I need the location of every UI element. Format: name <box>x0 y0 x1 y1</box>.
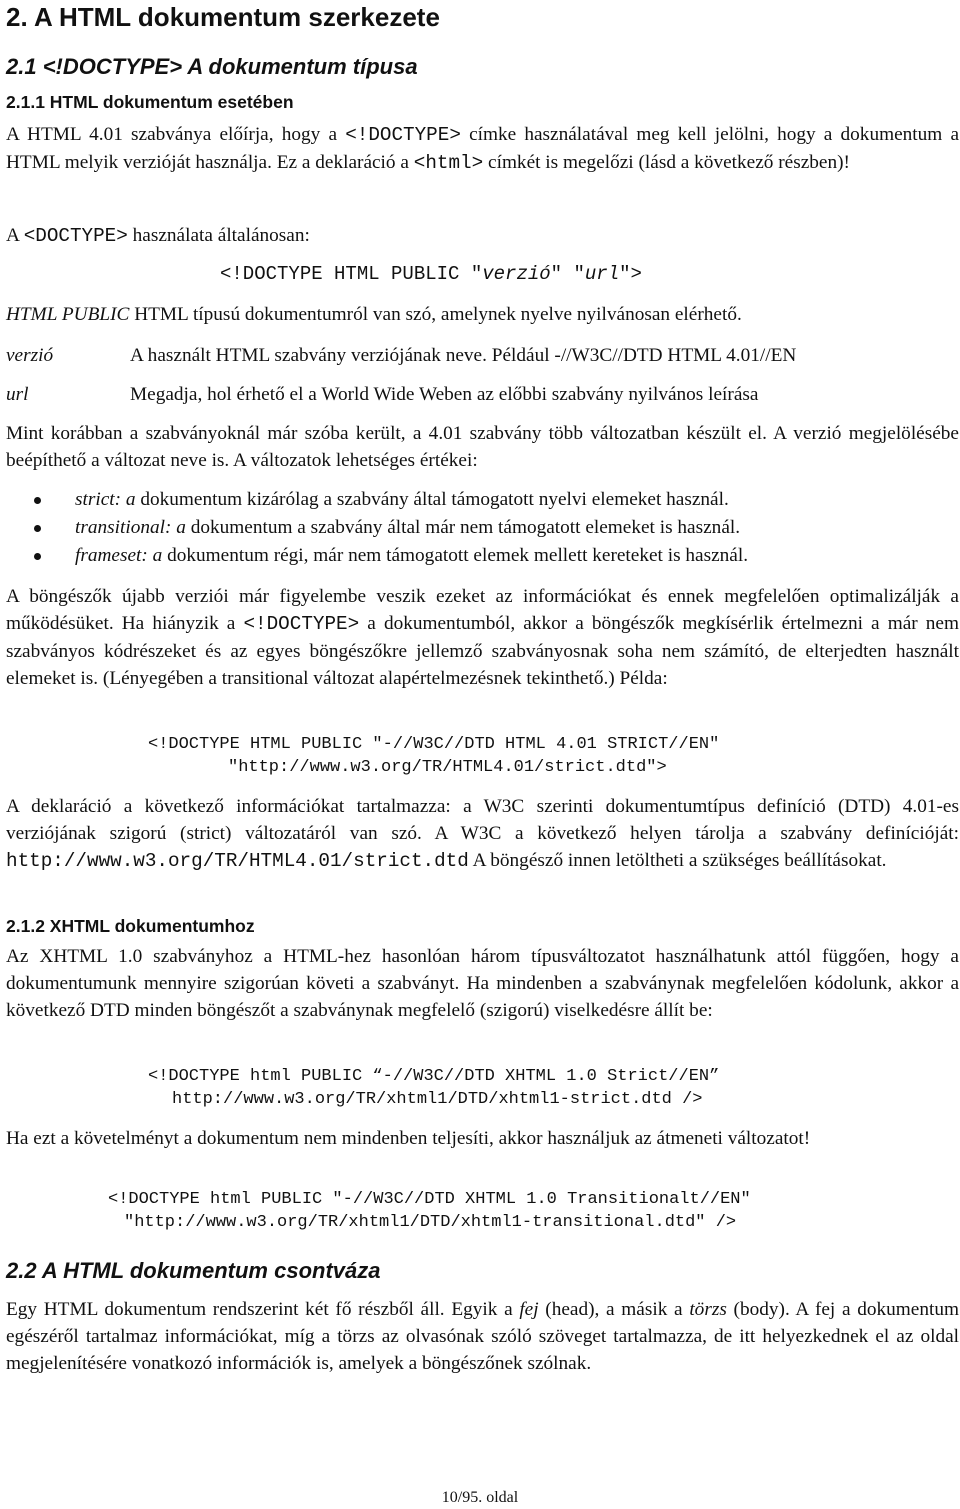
list-item-desc: dokumentum régi, már nem támogatott elemek mellett kereteket is használ. <box>162 545 749 566</box>
skeleton-torzs: törzs <box>689 1299 727 1320</box>
code-line: <!DOCTYPE html PUBLIC “-//W3C//DTD XHTML 1.0 Strict//EN” <box>148 1067 720 1086</box>
syntax-quote-1: ″ <box>470 263 483 285</box>
list-item-term: strict: a <box>75 489 136 510</box>
usage-text-c: használata általánosan: <box>127 225 310 246</box>
def-verzio-desc: A használt HTML szabvány verziójának neve. Például -//W3C//DTD HTML 4.01//EN <box>130 345 797 366</box>
heading-section-2-1-1: 2.1.1 HTML dokumentum esetében <box>6 92 294 112</box>
versions-list <box>0 486 960 576</box>
intro-paragraph <box>6 121 959 177</box>
xhtml-paragraph: Az XHTML 1.0 szabványhoz a HTML-hez hasonlóan három típusváltozatot használhatunk attól függően, hogy a dokumentumunk mennyire szigorúan követi a szabványt. Ha mindenben a szabványnak megfelelően kódolunk, akkor a következő DTD minden böngészőt a szabványnak megfelelő (szigorú) viselkedésre állít be: <box>6 946 959 1022</box>
syntax-text: <!DOCTYPE HTML PUBLIC <box>220 263 471 285</box>
intro-text-e: címkét is megelőzi (lásd a következő részben)! <box>483 152 850 174</box>
code-example-html401 <box>148 734 719 779</box>
def-html-public-term: HTML PUBLIC <box>6 304 130 325</box>
heading-section-2-1-2: 2.1.2 XHTML dokumentumhoz <box>6 916 255 936</box>
intro-text-c: címke használatával meg kell jelölni, hogy a dokumentum a HTML melyik verzióját használja. Ez a deklaráció a <box>6 124 960 174</box>
code-line: http://www.w3.org/TR/xhtml1/DTD/xhtml1-strict.dtd /> <box>172 1089 703 1109</box>
declaration-text-a: A deklaráció a következő információkat tartalmazza: a W3C szerinti dokumentumtípus definíció (DTD) 4.01-es verziójának szigorú (strict) változatáról van szó. A W3C a következő helyen tárolja a szabvány definícióját: <box>6 796 959 845</box>
skeleton-text-c: (body). A fej a dokumentum egészéről tartalmaz információkat, míg a törzs az olvasónak szóló szöveget tartalmazza, de itt helyezkednek el az oldal megjelenítésére vonatkozó információk is, amelyek a böngészőnek szólnak. <box>6 1299 959 1375</box>
usage-doctype-code: <DOCTYPE> <box>23 225 128 247</box>
browsers-text-c: a dokumentumból, akkor a böngészők megkísérlik értelmezni a már nem szabványos kódrészeket és az egyes böngészőkre jellemző szabványosnak soha nem számító, de elterjedten használt elemeket is. (Lényegében a transitional változat alapértelmezésnek tekinthető.) Példa: <box>6 613 959 690</box>
list-item-term: frameset: a <box>75 545 163 566</box>
def-verzio-term: verzió <box>6 345 54 366</box>
browsers-paragraph <box>6 583 959 692</box>
list-item <box>75 486 729 513</box>
syntax-url: url <box>584 263 620 285</box>
code-line: <!DOCTYPE html PUBLIC "-//W3C//DTD XHTML 1.0 Transitionalt//EN" <box>108 1190 751 1209</box>
versions-intro: Mint korábban a szabványoknál már szóba került, a 4.01 szabvány több változatban készült el. A verzió megjelölésébe beépíthető a változat neve is. A változatok lehetséges értékei: <box>6 423 959 472</box>
doctype-syntax <box>220 261 642 288</box>
intro-doctype-code: <!DOCTYPE> <box>345 124 461 146</box>
list-item <box>75 514 740 541</box>
list-item-term: transitional: a <box>75 517 186 538</box>
intro-text-a: A HTML 4.01 szabványa előírja, hogy a <box>6 124 346 145</box>
def-html-public-desc: HTML típusú dokumentumról van szó, amelynek nyelve nyilvánosan elérhető. <box>129 304 742 325</box>
declaration-paragraph <box>6 793 959 875</box>
bullet-icon <box>34 525 41 532</box>
usage-line <box>6 222 310 250</box>
code-line: "http://www.w3.org/TR/HTML4.01/strict.dtd"> <box>228 757 667 777</box>
page-number: 10/95. oldal <box>441 1489 519 1506</box>
heading-section-2-1: 2.1 <!DOCTYPE> A dokumentum típusa <box>6 54 418 79</box>
bullet-icon <box>34 497 41 504</box>
xhtml-paragraph-2: Ha ezt a követelményt a dokumentum nem mindenben teljesíti, akkor használjuk az átmeneti változatot! <box>6 1128 811 1149</box>
code-example-xhtml-transitional <box>108 1189 751 1234</box>
code-line: "http://www.w3.org/TR/xhtml1/DTD/xhtml1-transitional.dtd" /> <box>124 1212 737 1232</box>
usage-text-a: A <box>6 225 24 246</box>
list-item-desc: dokumentum a szabvány által már nem támogatott elemeket is használ. <box>185 517 741 538</box>
syntax-quote-2: ″ ″ <box>550 263 585 285</box>
browsers-text-a: A böngészők újabb verziói már figyelembe veszik ezeket az információkat és ennek megfelelően optimalizálják a működésüket. Ha hiányzik a <box>6 586 959 635</box>
skeleton-text-b: (head), a másik a <box>538 1299 690 1320</box>
syntax-quote-3: ″> <box>619 263 642 285</box>
skeleton-fej: fej <box>519 1299 539 1320</box>
heading-section-2-2: 2.2 A HTML dokumentum csontváza <box>6 1258 381 1283</box>
list-item <box>75 542 748 569</box>
skeleton-paragraph <box>6 1296 959 1377</box>
heading-section-2: 2. A HTML dokumentum szerkezete <box>6 2 440 32</box>
def-html-public <box>6 301 742 328</box>
skeleton-text-a: Egy HTML dokumentum rendszerint két fő részből áll. Egyik a <box>6 1299 520 1320</box>
def-url-desc: Megadja, hol érhető el a World Wide Weben az előbbi szabvány nyilvános leírása <box>130 384 759 405</box>
syntax-verzio: verzió <box>482 263 551 285</box>
browsers-doctype-code: <!DOCTYPE> <box>243 613 360 636</box>
bullet-icon <box>34 553 41 560</box>
intro-html-code: <html> <box>413 152 484 175</box>
code-line: <!DOCTYPE HTML PUBLIC "-//W3C//DTD HTML 4.01 STRICT//EN" <box>148 735 720 754</box>
declaration-dtd-url: http://www.w3.org/TR/HTML4.01/strict.dtd <box>6 850 469 873</box>
list-item-desc: dokumentum kizárólag a szabvány által támogatott nyelvi elemeket használ. <box>135 489 729 510</box>
code-example-xhtml-strict <box>148 1066 719 1111</box>
declaration-text-c: A böngésző innen letöltheti a szükséges beállításokat. <box>468 850 887 872</box>
def-url-term: url <box>6 384 29 405</box>
